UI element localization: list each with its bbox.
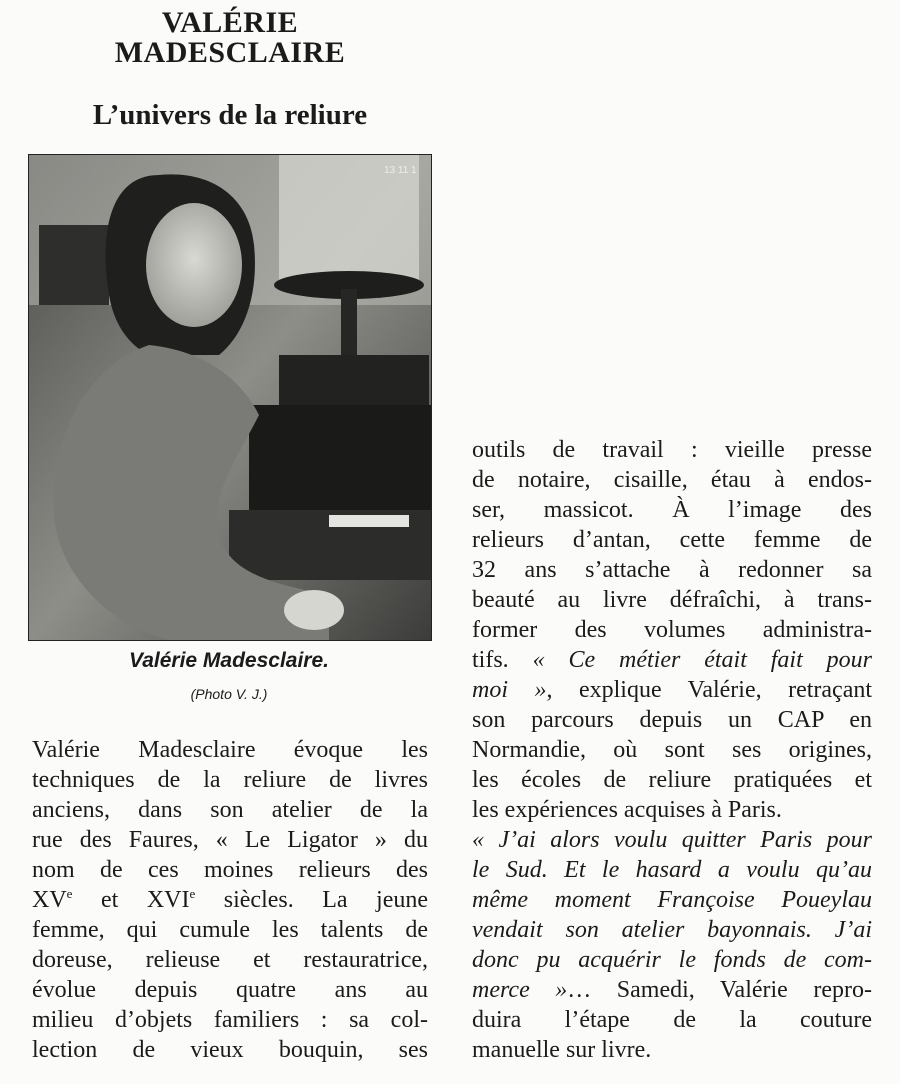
text-line: former des volumes administra- — [472, 617, 872, 643]
photo-stamp: 13 11 1 — [384, 165, 417, 176]
text-line: rue des Faures, « Le Ligator » du — [32, 827, 428, 853]
text-line: son parcours depuis un CAP en — [472, 707, 872, 733]
photo-illustration — [29, 155, 431, 640]
text-line: duira l’étape de la couture — [472, 1007, 872, 1033]
text-line: nom de ces moines relieurs des — [32, 857, 428, 883]
article-header-name — [28, 8, 432, 68]
text-line-quote-start — [472, 646, 872, 674]
conjunction: et — [100, 887, 119, 913]
text-fragment: … Samedi, Valérie repro- — [567, 977, 872, 1003]
quote-line: « J’ai alors voulu quitter Paris pour — [472, 827, 872, 853]
text-line-quote-end — [472, 676, 872, 704]
text-line: Normandie, où sont ses origines, — [472, 737, 872, 763]
text-line-centuries — [32, 886, 428, 914]
photo-caption: Valérie Madesclaire. — [128, 649, 329, 672]
text-line: outils de travail : vieille presse — [472, 437, 872, 463]
text-line: doreuse, relieuse et restauratrice, — [32, 947, 428, 973]
century-xv: XVe — [32, 886, 73, 913]
quote-fragment: merce » — [472, 977, 568, 1003]
text-fragment: siècles. La jeune — [223, 887, 429, 913]
text-line: milieu d’objets familiers : sa col- — [32, 1007, 428, 1033]
text-line: lection de vieux bouquin, ses — [32, 1037, 428, 1063]
text-fragment: tifs. — [472, 647, 509, 673]
text-line: 32 ans s’attache à redonner sa — [472, 557, 872, 583]
article-photo — [28, 154, 432, 641]
quote-fragment: « Ce métier était fait pour — [532, 647, 872, 673]
text-line: Valérie Madesclaire évoque les — [32, 737, 428, 763]
article-subtitle: L’univers de la reliure — [92, 99, 368, 131]
text-line: femme, qui cumule les talents de — [32, 917, 428, 943]
header-last-name: MADESCLAIRE — [114, 36, 346, 69]
photo-credit: (Photo V. J.) — [190, 686, 268, 702]
text-fragment: , explique Valérie, retraçant — [546, 677, 873, 703]
quote-line: le Sud. Et le hasard a voulu qu’au — [472, 857, 872, 883]
century-xvi: XVIe — [146, 886, 196, 913]
quote-line: donc pu acquérir le fonds de com- — [472, 947, 872, 973]
quote-fragment: moi » — [472, 677, 547, 703]
text-line: techniques de la reliure de livres — [32, 767, 428, 793]
text-line: anciens, dans son atelier de la — [32, 797, 428, 823]
header-first-name: VALÉRIE — [161, 6, 299, 39]
text-line: évolue depuis quatre ans au — [32, 977, 428, 1003]
text-line-quote-close — [472, 976, 872, 1004]
text-line: de notaire, cisaille, étau à endos- — [472, 467, 872, 493]
text-line: les écoles de reliure pratiquées et — [472, 767, 872, 793]
text-line: beauté au livre défraîchi, à trans- — [472, 587, 872, 613]
text-line: manuelle sur livre. — [472, 1037, 652, 1063]
text-line: les expériences acquises à Paris. — [472, 797, 782, 823]
text-line: ser, massicot. À l’image des — [472, 497, 872, 523]
text-line: relieurs d’antan, cette femme de — [472, 527, 872, 553]
quote-line: même moment Françoise Poueylau — [472, 887, 872, 913]
quote-line: vendait son atelier bayonnais. J’ai — [472, 917, 872, 943]
